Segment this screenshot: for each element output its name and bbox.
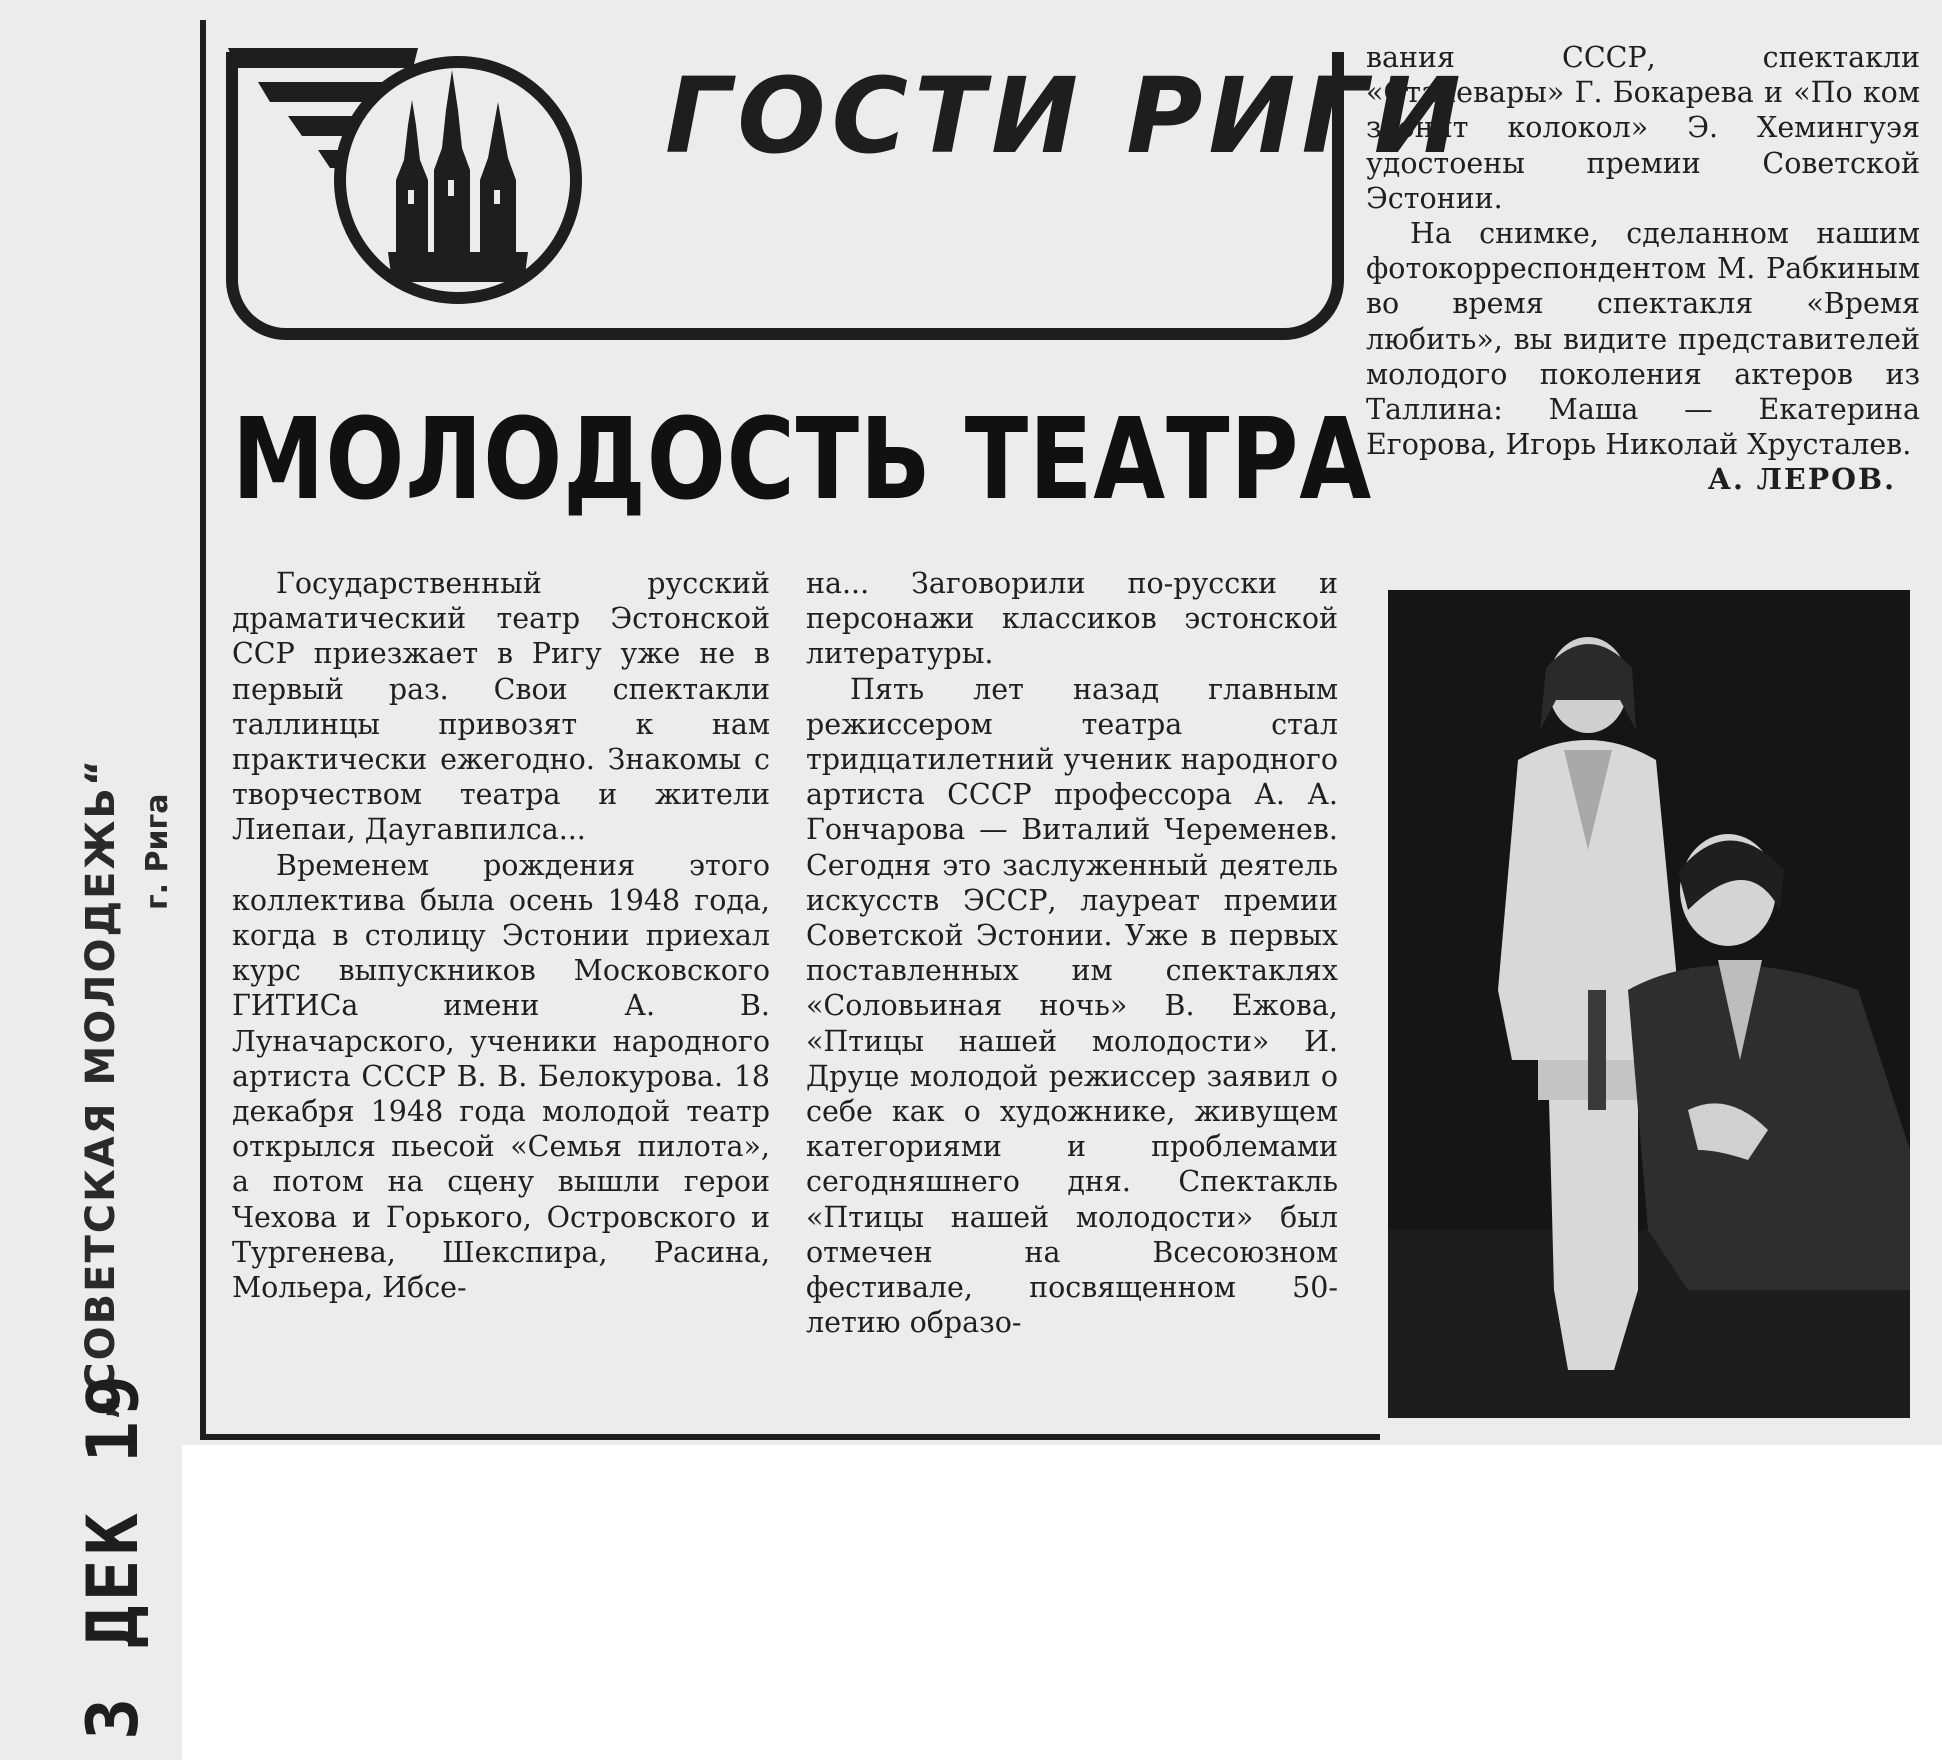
clipping-cut-corner: [182, 1445, 1942, 1760]
article-column-3: [1366, 40, 1920, 498]
author-signature: А. ЛЕРОВ.: [1707, 462, 1896, 497]
frame-rule-left: [200, 20, 206, 1440]
paragraph: Временем рождения этого коллектива была осень 1948 года, когда в столицу Эстонии приехал курс выпускников Московского ГИТИСа имени А. В. Луначарского, ученики народного артиста СССР В. В. Белокурова. 18 декабря 1948 года молодой театр открылся пьесой «Семья пилота», а потом на сцену вышли герои Чехова и Горького, Островского и Тургенева, Шекспира, Расина, Мольера, Ибсе-: [232, 848, 770, 1305]
frame-rule-bottom: [200, 1434, 1380, 1440]
paragraph: на... Заговорили по-русски и персонажи классиков эстонской литературы.: [806, 567, 1338, 671]
article-column-2: [806, 566, 1338, 1340]
paragraph: вания СССР, спектакли «Сталевары» Г. Бокарева и «По ком звонит колокол» Э. Хемингуэя удостоены премии Советской Эстонии.: [1366, 41, 1920, 215]
photo-caption: На снимке, сделанном нашим фотокорреспондентом М. Рабкиным во время спектакля «Время любить», вы видите представителей молодого поколения актеров из Таллина: Маша — Екатерина Егорова, Игорь Николай Хрусталев.: [1366, 217, 1920, 462]
archive-stamp: [0, 0, 182, 1760]
paragraph: Пять лет назад главным режиссером театра стал тридцатилетний ученик народного артиста СССР профессора А. А. Гончарова — Виталий Черeменев. Сегодня это заслуженный деятель искусств ЭССР, лауреат премии Советской Эстонии. Уже в первых поставленных им спектаклях «Соловьиная ночь» В. Ежова, «Птицы нашей молодости» И. Друце молодой режиссер заявил о себе как о художнике, живущем категориями и проблемами сегодняшнего дня. Спектакль «Птицы нашей молодости» был отмечен на Всесоюзном фестивале, посвященном 50-летию образо-: [806, 672, 1338, 1340]
stage-photo: [1388, 590, 1910, 1418]
rubric-title: ГОСТИ РИГИ: [665, 55, 1467, 177]
paragraph: Государственный русский драматический театр Эстонской ССР приезжает в Ригу уже не в первый раз. Свои спектакли таллинцы привозят к нам практически ежегодно. Знакомы с творчеством театра и жители Лиепаи, Даугавпилса...: [232, 567, 770, 847]
riga-towers-logo-icon: [218, 30, 658, 320]
article-headline: МОЛОДОСТЬ ТЕАТРА: [232, 395, 1373, 525]
article-column-1: [232, 566, 770, 1305]
stamp-city: г. Рига: [140, 793, 175, 910]
stamp-date: 3 ДЕК 19: [72, 1370, 154, 1740]
stamp-newspaper-name: „СОВЕТСКАЯ МОЛОДЕЖЬ“: [78, 757, 124, 1420]
